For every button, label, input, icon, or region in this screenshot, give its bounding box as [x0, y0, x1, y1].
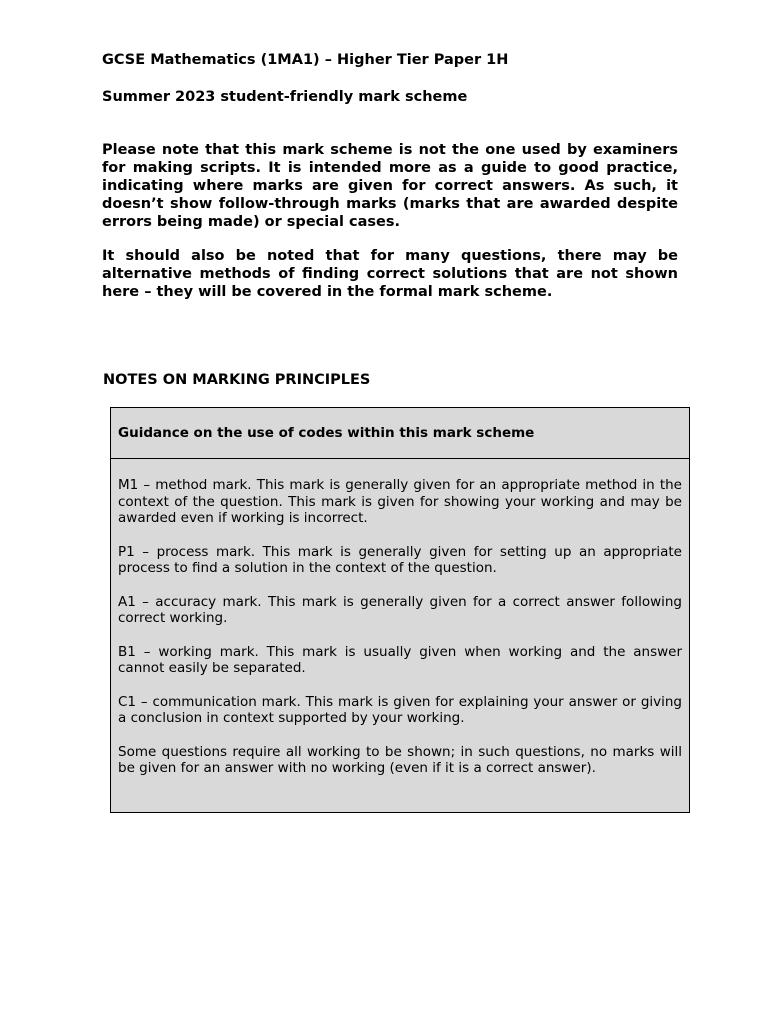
working-required-paragraph: Some questions require all working to be shown; in such questions, no marks will be given for an answer with no working (even if it is a correct answer).: [118, 743, 682, 776]
accuracy-mark-paragraph: A1 – accuracy mark. This mark is generally given for a correct answer following correct working.: [118, 593, 682, 626]
working-mark-paragraph: B1 – working mark. This mark is usually given when working and the answer cannot easily be separated.: [118, 643, 682, 676]
method-mark-paragraph: M1 – method mark. This mark is generally given for an appropriate method in the context of the question. This mark is given for showing your working and may be awarded even if working is incorrect.: [118, 477, 682, 526]
guidance-box-body: [118, 477, 682, 794]
document-subtitle: Summer 2023 student-friendly mark scheme: [102, 89, 468, 105]
guidance-box-header: [111, 408, 689, 459]
document-title: GCSE Mathematics (1MA1) – Higher Tier Paper 1H: [102, 52, 509, 68]
notice-paragraph-1: Please note that this mark scheme is not the one used by examiners for making scripts. It is intended more as a guide to good practice, indicating where marks are given for correct answers. As such, it doesn’t show follow-through marks (marks that are awarded despite errors being made) or special cases.: [102, 142, 678, 230]
guidance-box-heading: Guidance on the use of codes within this mark scheme: [118, 425, 535, 441]
process-mark-paragraph: P1 – process mark. This mark is generally given for setting up an appropriate process to find a solution in the context of the question.: [118, 543, 682, 576]
notice-paragraph-2: It should also be noted that for many questions, there may be alternative methods of finding correct solutions that are not shown here – they will be covered in the formal mark scheme.: [102, 248, 678, 300]
marking-codes-guidance-box: [110, 407, 690, 813]
marking-principles-heading: NOTES ON MARKING PRINCIPLES: [103, 372, 371, 388]
communication-mark-paragraph: C1 – communication mark. This mark is given for explaining your answer or giving a conclusion in context supported by your working.: [118, 693, 682, 726]
